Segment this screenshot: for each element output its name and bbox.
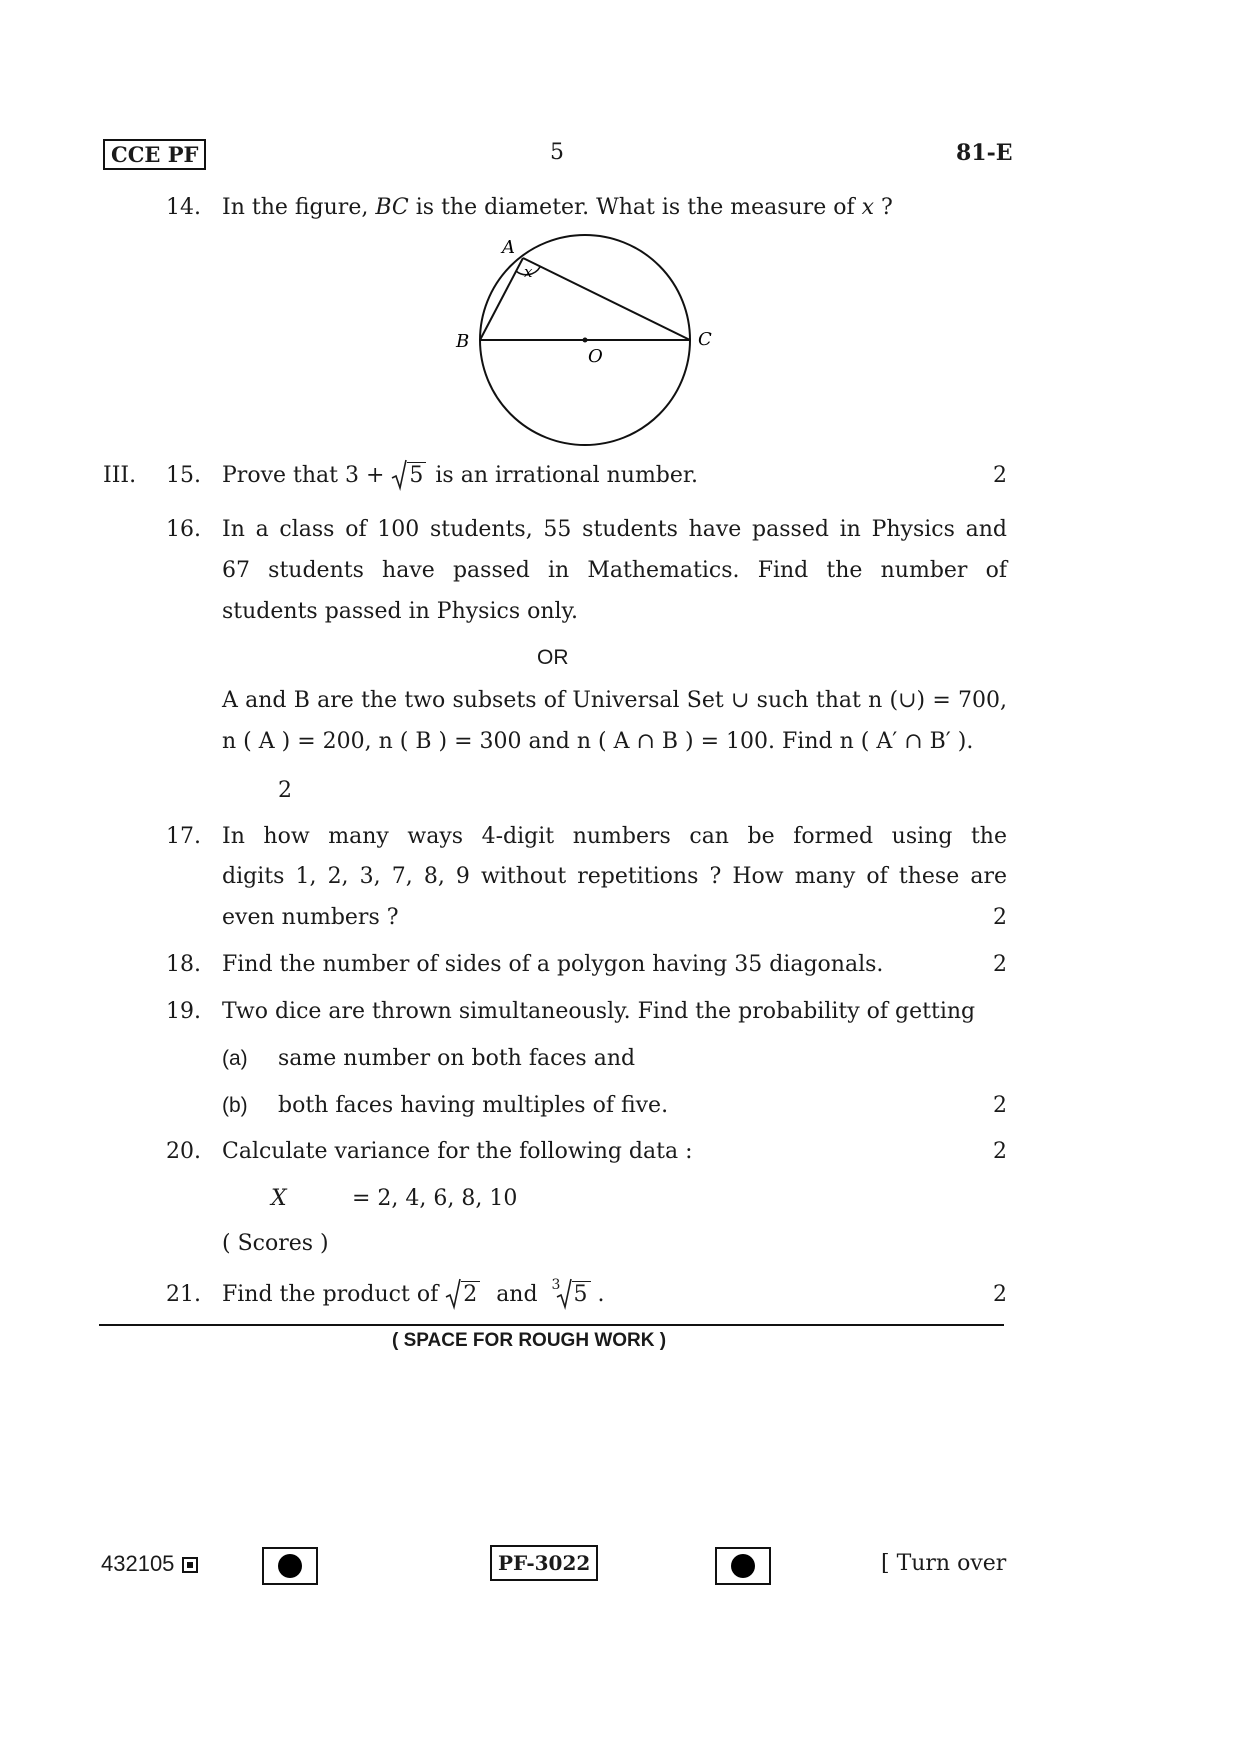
footer-center-label: PF-3022 — [490, 1545, 598, 1581]
q20-values: = 2, 4, 6, 8, 10 — [352, 1186, 518, 1211]
footer-code: 432105 — [101, 1551, 198, 1577]
q19-part-a-text: same number on both faces and — [278, 1046, 636, 1071]
header-right-label: 81-E — [956, 140, 1013, 166]
q21-number: 21. — [166, 1282, 201, 1307]
q15-text: Prove that 3 + 5 is an irrational number. — [222, 463, 698, 489]
label-a: A — [502, 237, 515, 258]
q19-marks: 2 — [993, 1093, 1007, 1118]
circle-figure — [440, 225, 710, 455]
q16-alt-line1: A and B are the two subsets of Universal Set ∪ such that n (∪) = 700, — [222, 688, 1007, 713]
section-label: III. — [103, 463, 137, 488]
center-point — [583, 338, 588, 343]
page-number: 5 — [550, 140, 564, 165]
q14-number: 14. — [166, 195, 201, 220]
filled-circle-box-right — [715, 1547, 771, 1585]
q16-line3: students passed in Physics only. — [222, 599, 579, 624]
square-dot-icon — [182, 1557, 198, 1573]
q14-text: In the figure, BC is the diameter. What is the measure of x ? — [222, 195, 893, 220]
q16-alt-line2: n ( A ) = 200, n ( B ) = 300 and n ( A ∩ B ) = 100. Find n ( A′ ∩ B′ ). — [222, 729, 974, 754]
q20-scores: ( Scores ) — [222, 1231, 329, 1256]
q17-line2: digits 1, 2, 3, 7, 8, 9 without repetitions ? How many of these are — [222, 864, 1007, 889]
q19-part-a-label: (a) — [222, 1047, 248, 1070]
q16-marks: 2 — [278, 778, 292, 803]
q17-line1: In how many ways 4-digit numbers can be formed using the — [222, 824, 1007, 849]
chord-ab — [480, 258, 523, 340]
q18-text: Find the number of sides of a polygon having 35 diagonals. — [222, 952, 884, 977]
label-x: x — [524, 263, 533, 281]
header-left-label: CCE PF — [103, 139, 206, 170]
q17-marks: 2 — [993, 905, 1007, 930]
q19-text: Two dice are thrown simultaneously. Find the probability of getting — [222, 999, 976, 1024]
q15-number: 15. — [166, 463, 201, 488]
label-c: C — [698, 329, 712, 350]
label-o: O — [588, 346, 603, 367]
q21-marks: 2 — [993, 1282, 1007, 1307]
q20-var: X — [271, 1186, 287, 1211]
sqrt-2: 2 — [445, 1282, 480, 1308]
q19-part-b-label: (b) — [222, 1094, 248, 1117]
filled-circle-box-left — [262, 1547, 318, 1585]
q16-line2: 67 students have passed in Mathematics. Find the number of — [222, 558, 1007, 583]
q20-number: 20. — [166, 1139, 201, 1164]
q19-part-b-text: both faces having multiples of five. — [278, 1093, 669, 1118]
turn-over: [ Turn over — [881, 1551, 1007, 1576]
q21-text: Find the product of 2 and 3 5 . — [222, 1277, 605, 1307]
q17-line3: even numbers ? — [222, 905, 399, 930]
cube-root-5: 3 5 — [552, 1282, 591, 1308]
q16-line1: In a class of 100 students, 55 students have passed in Physics and — [222, 517, 1007, 542]
q20-text: Calculate variance for the following data : — [222, 1139, 693, 1164]
q16-or: OR — [537, 646, 569, 669]
q16-number: 16. — [166, 517, 201, 542]
q19-number: 19. — [166, 999, 201, 1024]
chord-ac — [523, 258, 690, 340]
q18-marks: 2 — [993, 952, 1007, 977]
filled-circle-icon — [278, 1554, 302, 1578]
label-b: B — [456, 331, 470, 352]
q15-marks: 2 — [993, 463, 1007, 488]
q20-marks: 2 — [993, 1139, 1007, 1164]
rough-work-label: ( SPACE FOR ROUGH WORK ) — [392, 1330, 667, 1351]
sqrt-5: 5 — [391, 463, 426, 489]
q18-number: 18. — [166, 952, 201, 977]
filled-circle-icon — [731, 1554, 755, 1578]
q17-number: 17. — [166, 824, 201, 849]
divider — [99, 1324, 1004, 1326]
